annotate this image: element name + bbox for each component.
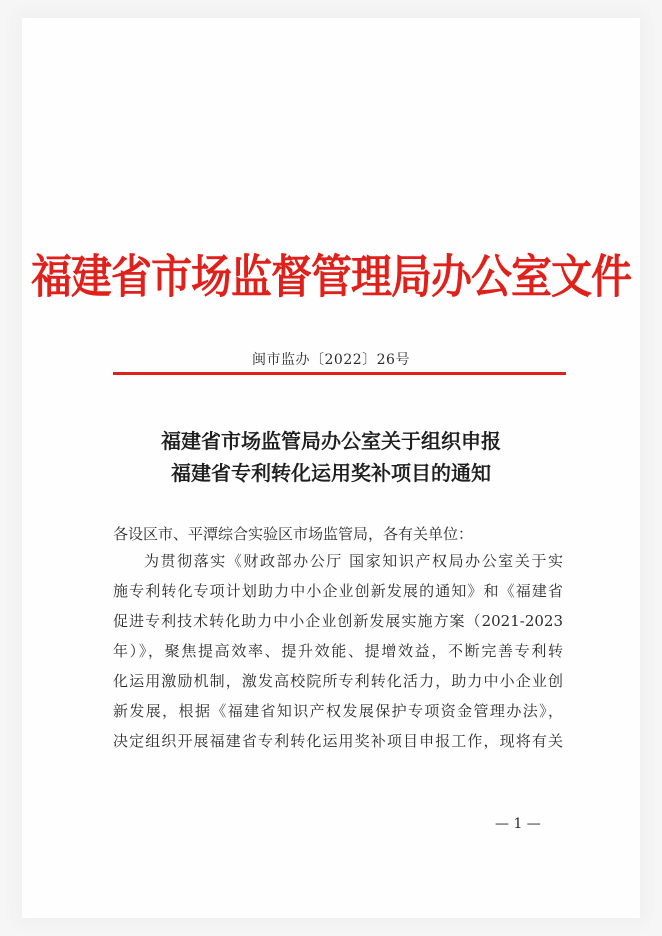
document-number: 闽市监办〔2022〕26号 bbox=[252, 352, 410, 368]
page-number: — 1 — bbox=[495, 816, 541, 832]
body-line: 为贯彻落实《财政部办公厅 国家知识产权局办公室关于实 bbox=[144, 552, 563, 570]
notice-title-line-2: 福建省专利转化运用奖补项目的通知 bbox=[171, 461, 491, 485]
header-divider-line bbox=[113, 372, 566, 375]
body-line: 促进专利技术转化助力中小企业创新发展实施方案（2021-2023 bbox=[113, 612, 563, 630]
salutation: 各设区市、平潭综合实验区市场监管局，各有关单位： bbox=[113, 525, 474, 543]
body-line: 决定组织开展福建省专利转化运用奖补项目申报工作，现将有关 bbox=[113, 732, 563, 750]
body-line: 化运用激励机制，激发高校院所专利转化活力，助力中小企业创 bbox=[113, 672, 563, 690]
body-line: 新发展，根据《福建省知识产权发展保护专项资金管理办法》， bbox=[113, 702, 563, 720]
notice-title-line-1: 福建省市场监管局办公室关于组织申报 bbox=[161, 429, 501, 453]
body-line: 施专利转化专项计划助力中小企业创新发展的通知》和《福建省 bbox=[113, 582, 563, 600]
document-header: 福建省市场监督管理局办公室文件 bbox=[31, 250, 631, 304]
body-line: 年）》，聚焦提高效率、提升效能、提增效益，不断完善专利转 bbox=[113, 642, 563, 660]
